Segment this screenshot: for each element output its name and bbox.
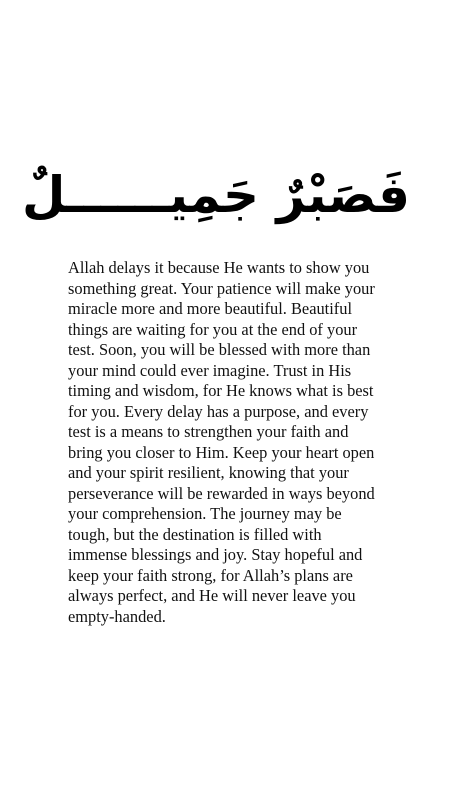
paragraph-line: immense blessings and joy. Stay hopeful and [68, 545, 363, 564]
paragraph-line: tough, but the destination is filled with [68, 524, 322, 544]
arabic-calligraphy-title: فَصَبْرٌ جَمِيــــــلٌ [21, 166, 410, 224]
paragraph-line: Allah delays it because He wants to show you [68, 258, 370, 277]
paragraph-line: empty-handed. [68, 606, 166, 626]
paragraph-line: things are waiting for you at the end of your [68, 319, 358, 339]
paragraph-line: perseverance will be rewarded in ways beyond [68, 483, 375, 503]
paragraph-line: your mind could ever imagine. Trust in His [68, 360, 352, 380]
paragraph-line: miracle more and more beautiful. Beautiful [68, 299, 352, 318]
paragraph-line: for you. Every delay has a purpose, and every [68, 401, 369, 421]
paragraph-line: test. Soon, you will be blessed with more than [68, 340, 371, 359]
paragraph-line: timing and wisdom, for He knows what is best [68, 381, 374, 400]
paragraph-line: always perfect, and He will never leave you [68, 586, 356, 605]
paragraph-line: and your spirit resilient, knowing that your [68, 463, 349, 482]
paragraph-line: test is a means to strengthen your faith and [68, 422, 349, 441]
quote-paragraph [68, 258, 388, 627]
paragraph-line: something great. Your patience will make your [68, 278, 375, 298]
paragraph-line: your comprehension. The journey may be [68, 504, 342, 523]
paragraph-line: bring you closer to Him. Keep your heart open [68, 442, 375, 462]
paragraph-line: keep your faith strong, for Allah’s plans are [68, 565, 353, 585]
